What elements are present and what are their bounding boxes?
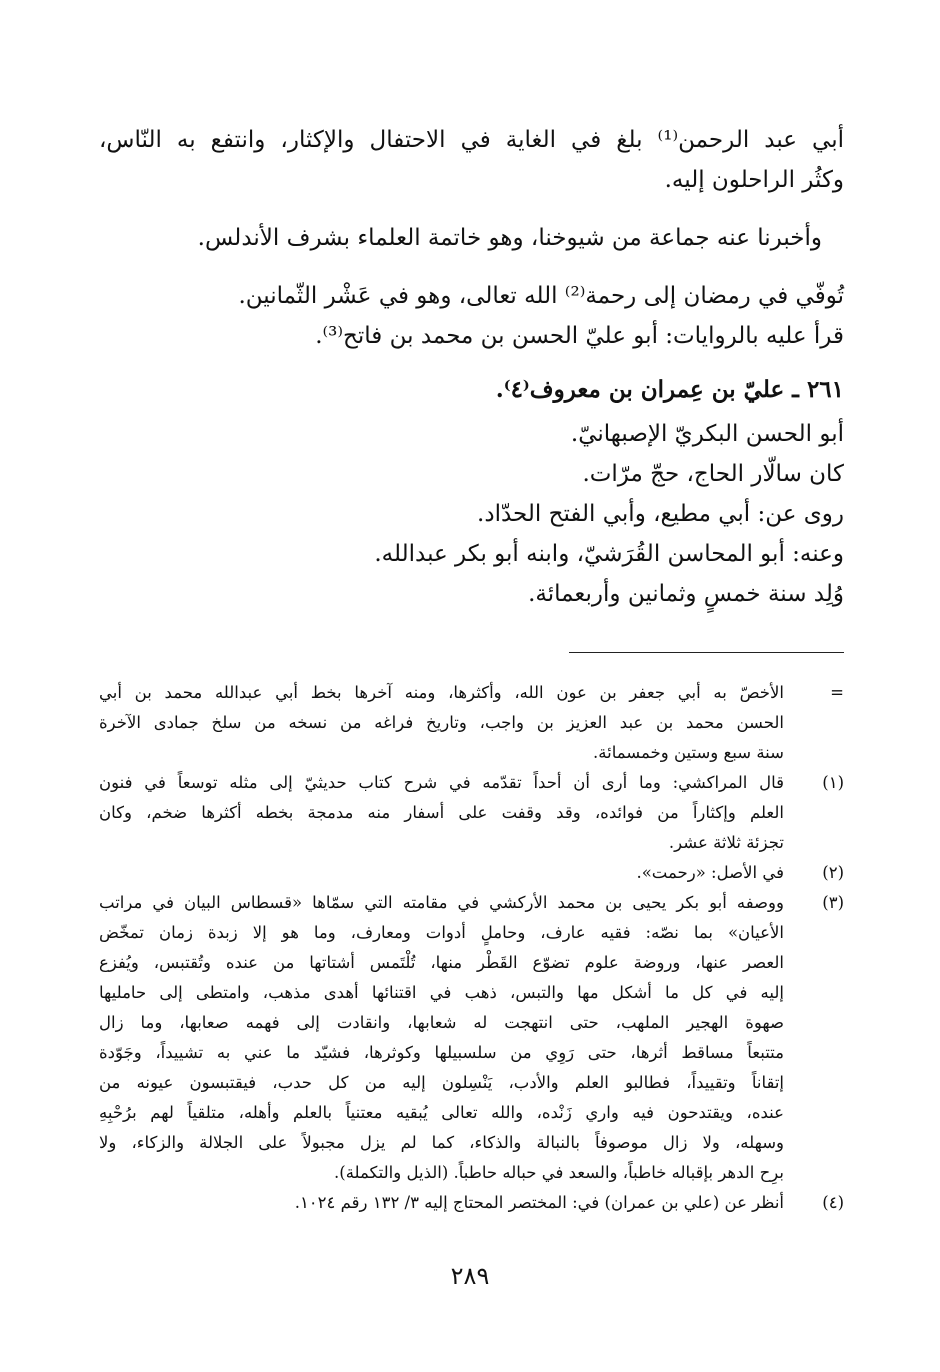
footnote-line: وسهله، ولا زال موصوفاً بالنبالة والذكاء، كما لم يزل مجبولاً على الجلالة والزكاء، ولا — [99, 1133, 784, 1152]
footnote-line: الحسن محمد بن عبد العزيز بن واجب، وتاريخ فراغه من نسخه من سلخ جمادى الآخرة — [99, 713, 784, 732]
footnote-line: في الأصل: «رحمت». — [636, 863, 784, 882]
footnote-line: أنظر عن (علي بن عمران) في: المختصر المحتاج إليه ٣/ ١٣٢ رقم ١٠٢٤. — [294, 1193, 784, 1212]
paragraph-4 — [99, 414, 844, 614]
footnote-continuation — [99, 678, 844, 768]
footnotes — [99, 678, 844, 1218]
footnote-line: عنده، ويقتدحون فيه واري زَنْده، والله تعالى يُبقيه معتنياً بالعلم وأهله، متلقياً لهم برُحْبِهِ — [99, 1103, 784, 1122]
footnote-separator — [569, 652, 844, 653]
footnote-body — [99, 858, 784, 888]
page-number: ٢٨٩ — [450, 1262, 490, 1290]
paragraph-2 — [99, 218, 844, 258]
text-line: أبي عبد الرحمن⁽¹⁾ بلغ في الغاية في الاحتفال والإكثار، وانتفع به النّاس، — [99, 127, 844, 153]
footnote-line: قال المراكشي: وما أرى أن أحداً تقدّمه في شرح كتاب حديثيّ إلى مثله توسعاً في فنون — [99, 773, 784, 792]
footnote-marker: (٤) — [822, 1193, 844, 1212]
footnote-line: متتبعاً مساقط أثرها، حتى رَوِي من سلسبيلها وكوثرها، فشيّد ما عني به تشييداً، وجَوّدة — [99, 1043, 784, 1062]
entry-261 — [99, 370, 844, 410]
footnote-line: صهوة الهجير الملهب، حتى انتهجت له شعابها، وانقادت إلى فهمه صعابها، وما زال — [99, 1013, 784, 1032]
footnote-line: سنة سبع وستين وخمسمائة. — [593, 743, 784, 762]
footnote-marker: (٢) — [822, 863, 844, 882]
footnote-2 — [99, 858, 844, 888]
footnote-body — [99, 768, 784, 858]
footnote-marker: = — [830, 683, 844, 702]
footnote-body — [99, 888, 784, 1188]
footnote-line: تجزئة ثلاثة عشر. — [668, 833, 784, 852]
footnote-line: الأعيان» بما نصّه: فقيه عارف، وحاملٍ أدوات ومعارف، وما هو إلا زبدة زمان تمخّض — [99, 923, 784, 942]
footnote-line: إتقاناً وتقييداً، فطالبو العلم والأدب، يَنْسِلون إليه من كل حدب، فيقتبسون عيونه من — [99, 1073, 784, 1092]
text-line: روى عن: أبي مطيع، وأبي الفتح الحدّاد. — [477, 501, 844, 527]
footnote-4 — [99, 1188, 844, 1218]
text-line: وكثُر الراحلون إليه. — [664, 167, 844, 193]
text-line: وُلِد سنة خمسٍ وثمانين وأربعمائة. — [528, 581, 844, 607]
footnote-line: الأخصّ به أبي جعفر بن عون الله، وأكثرها، ومنه آخرها بخط أبي عبدالله محمد بن أبي — [99, 683, 784, 702]
text-line: وعنه: أبو المحاسن القُرَشيّ، وابنه أبو بكر عبدالله. — [374, 541, 844, 567]
footnote-line: ووصفه أبو بكر يحيى بن محمد الأركشي في مقامته التي سمّاها «قسطاس البيان في مراتب — [99, 893, 784, 912]
footnote-1 — [99, 768, 844, 858]
footnote-3 — [99, 888, 844, 1188]
footnote-line: برِح الدهر بإقباله خاطباً، والسعد في حباله حاطباً. (الذيل والتكملة). — [334, 1163, 784, 1182]
text-line: كان سالّار الحاج، حجّ مرّات. — [582, 461, 844, 487]
text-line: وأخبرنا عنه جماعة من شيوخنا، وهو خاتمة العلماء بشرف الأندلس. — [197, 225, 822, 251]
text-line: أبو الحسن البكريّ الإصبهانيّ. — [570, 421, 844, 447]
footnote-line: العلم وإكثاراً من فوائده، وقد وقفت على أسفار منه مدمجة بخطه أكثرها ضخم، وكان — [99, 803, 784, 822]
text-line: تُوفّي في رمضان إلى رحمة⁽²⁾ الله تعالى، وهو في عَشْر الثّمانين. — [238, 283, 844, 309]
footnote-marker: (٣) — [822, 893, 844, 912]
footnote-body — [99, 678, 784, 768]
entry-heading: ٢٦١ ـ عليّ بن عِمران بن معروف⁽٤⁾. — [495, 376, 844, 403]
footnote-body — [99, 1188, 784, 1218]
paragraph-1 — [99, 120, 844, 200]
text-line: قرأ عليه بالروايات: أبو عليّ الحسن بن محمد بن فاتح⁽³⁾. — [315, 323, 844, 349]
footnote-line: إليه في كل ما أشكل مها والتبس، ذهب في اقتنائها أهدى مذهب، وامتطى إلى حامليها — [99, 983, 784, 1002]
footnote-line: العصر عنها، وروضة علوم تضوّع القَطْر منها، تُلْتَمس أشتاتها من عنده وتُقتبس، ويُفزع — [99, 953, 784, 972]
paragraph-3 — [99, 276, 844, 356]
footnote-marker: (١) — [822, 773, 844, 792]
